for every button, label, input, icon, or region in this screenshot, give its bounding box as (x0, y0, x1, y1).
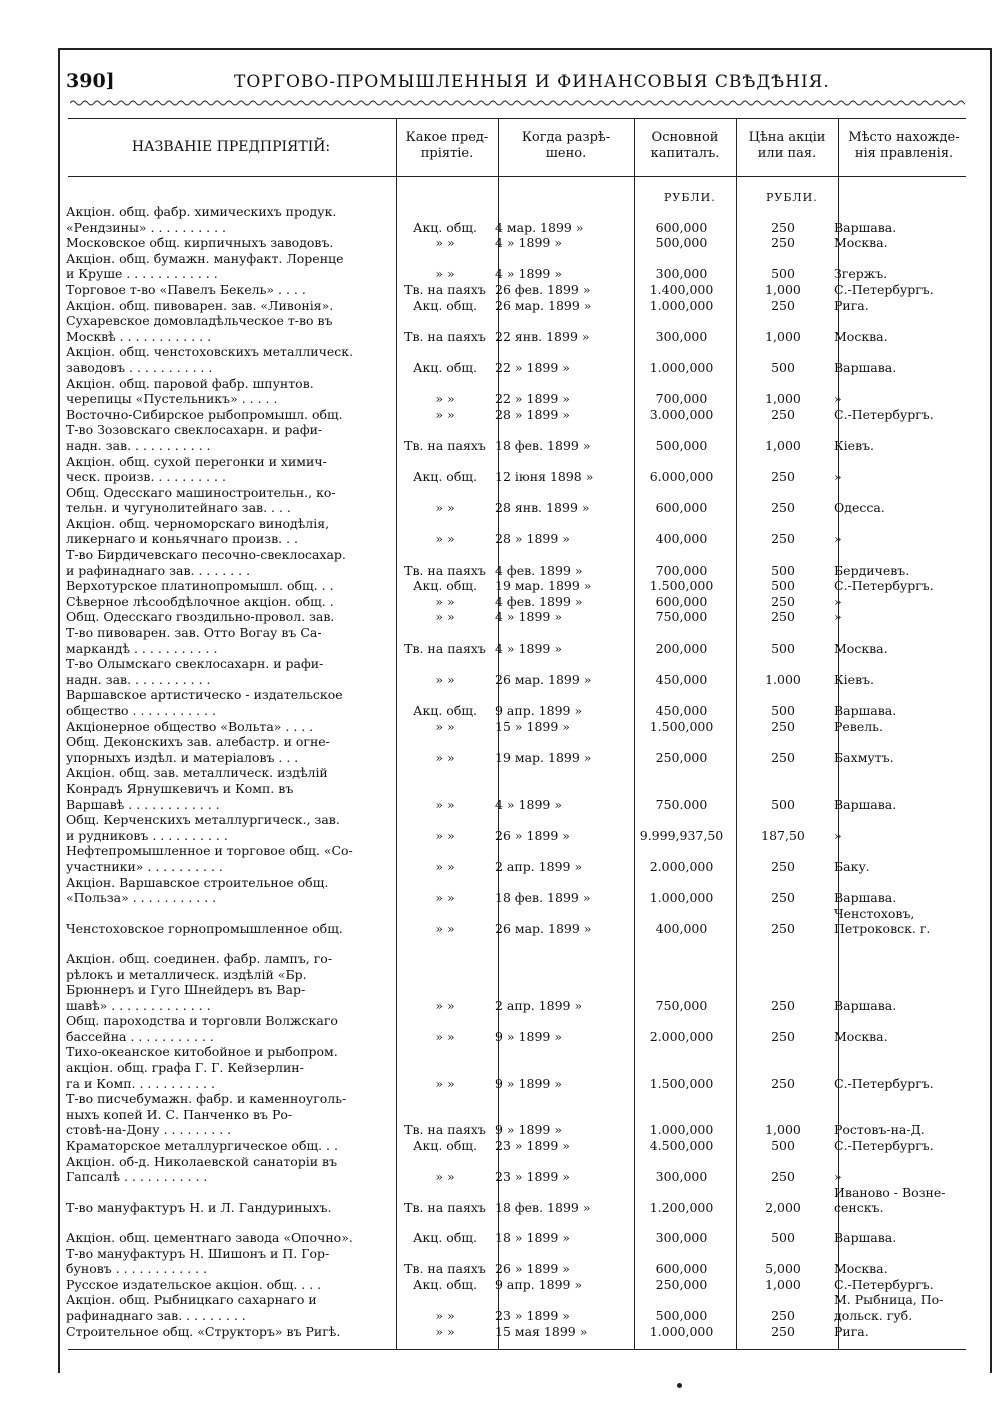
cell-name: Акціон. общ. пивоварен. зав. «Ливонія». (66, 297, 334, 313)
cell-capital: 9.999,937,50 (639, 827, 724, 843)
cell-place: Ревель. (834, 718, 883, 734)
cell-place: Москва. (834, 1028, 888, 1044)
cell-type: Акц. общ. (413, 578, 477, 594)
table-row (66, 454, 962, 485)
cell-capital: 1.500,000 (649, 1075, 714, 1091)
cell-capital: 250,000 (655, 749, 708, 765)
cell-place: С.-Петербургъ. (834, 406, 934, 422)
cell-place: Варшава. (834, 1230, 897, 1245)
cell-name: Ченстоховское горнопромышленное общ. (66, 921, 343, 937)
table-header-rule (68, 176, 966, 177)
cell-place: Иваново - Возне- сенскъ. (834, 1184, 946, 1216)
cell-date: 18 » 1899 » (495, 1230, 570, 1245)
cell-type: Акц. общ. (413, 469, 477, 485)
cell-name: Восточно-Сибирское рыбопромышл. общ. (66, 406, 343, 422)
cell-place: Одесса. (834, 500, 885, 516)
table-row (66, 251, 962, 282)
cell-date: 9 » 1899 » (495, 1075, 562, 1091)
cell-date: 4 фев. 1899 » (495, 562, 583, 578)
cell-date: 26 » 1899 » (495, 827, 570, 843)
table-row (66, 1091, 962, 1138)
cell-place: Варшава. (834, 359, 897, 375)
cell-name: Акціон. общ. Рыбницкаго сахарнаго и рафинаднаго зав. . . . . . . . . (66, 1292, 317, 1323)
cell-name: Акціон. общ. соединен. фабр. лампъ, го- рѣлокъ и металлическ. издѣлій «Бр. Брюннеръ и Гуго Шнейдеръ въ Вар- шавѣ» . . . . . . . . . . . . . (66, 950, 333, 1013)
cell-price: 250 (771, 890, 795, 906)
cell-price: 250 (771, 500, 795, 516)
table-row (66, 1246, 962, 1277)
cell-type: Акц. общ. (413, 1138, 477, 1154)
cell-price: 250 (771, 609, 795, 625)
cell-type: Тв. на паяхъ (404, 1200, 486, 1216)
cell-name: Т-во Зозовскаго свеклосахарн. и рафи- надн. зав. . . . . . . . . . . (66, 422, 323, 453)
table-row (66, 282, 962, 298)
running-head: ТОРГОВО-ПРОМЫШЛЕННЫЯ И ФИНАНСОВЫЯ СВѢДѢНІЯ. (234, 72, 830, 92)
cell-capital: 2.000,000 (649, 858, 714, 874)
table-row (66, 204, 962, 235)
cell-name: Акціон. Варшавское строительное общ. «Польза» . . . . . . . . . . . (66, 874, 329, 906)
cell-place: » (834, 609, 842, 625)
cell-type: » » (435, 531, 455, 547)
cell-capital: 450,000 (655, 671, 708, 687)
cell-date: 26 » 1899 » (495, 1261, 570, 1277)
cell-price: 250 (771, 235, 795, 251)
table-row (66, 1230, 962, 1246)
cell-date: 26 фев. 1899 » (495, 281, 591, 297)
cell-place: С.-Петербургъ. (834, 1276, 934, 1292)
cell-price: 1,000 (765, 328, 801, 344)
cell-price: 1,000 (765, 437, 801, 453)
cell-price: 500 (771, 1138, 795, 1154)
cell-place: » (834, 531, 842, 547)
cell-price: 500 (771, 1230, 795, 1245)
cell-place: Рига. (834, 297, 869, 313)
cell-date: 19 мар. 1899 » (495, 578, 592, 594)
cell-name: Акціон. общ. черноморскаго винодѣлія, ликернаго и коньячнаго произв. . . (66, 515, 330, 547)
cell-type: » » (435, 671, 455, 687)
cell-name: Общ. Одесскаго машиностроительн., ко- тельн. и чугунолитейнаго зав. . . . (66, 484, 336, 516)
column-header-price: Цѣна акціи или пая. (748, 130, 826, 161)
cell-type: » » (435, 921, 455, 937)
cell-name: Т-во писчебумажн. фабр. и каменноуголь- ныхъ копей И. С. Панченко въ Ро- стовѣ-на-Дону . . . . . . . . . (66, 1091, 347, 1138)
cell-type: Тв. на паяхъ (404, 281, 486, 297)
cell-place: Ростовъ-на-Д. (834, 1122, 925, 1138)
cell-date: 22 » 1899 » (495, 391, 570, 407)
cell-price: 250 (771, 219, 795, 235)
cell-capital: 1.000,000 (649, 1122, 714, 1138)
cell-place: » (834, 593, 842, 609)
table-row (66, 687, 962, 718)
cell-capital: 1.000,000 (649, 1323, 714, 1339)
cell-name: Тихо-океанское китобойное и рыбопром. акціон. общ. графа Г. Г. Кейзерлин- га и Комп. . . . . . . . . . . (66, 1044, 338, 1091)
cell-name: Акціон. общ. ченстоховскихъ металлическ. заводовъ . . . . . . . . . . . (66, 344, 354, 375)
cell-place: С.-Петербургъ. (834, 281, 934, 297)
table-row (66, 407, 962, 423)
cell-type: Тв. на паяхъ (404, 1261, 486, 1277)
column-header-date: Когда разрѣ- шено. (521, 130, 611, 161)
cell-price: 1,000 (765, 281, 801, 297)
table-row (66, 1277, 962, 1293)
cell-capital: 1.200,000 (649, 1200, 714, 1216)
table-row (66, 951, 962, 1013)
table-row (66, 875, 962, 906)
table-row (66, 313, 962, 344)
cell-date: 23 » 1899 » (495, 1307, 570, 1323)
cell-capital: 750.000 (655, 796, 708, 812)
cell-capital: 300,000 (655, 1169, 708, 1185)
cell-date: 9 апр. 1899 » (495, 1276, 583, 1292)
cell-type: Тв. на паяхъ (404, 328, 486, 344)
cell-place: Баку. (834, 858, 870, 874)
cell-price: 250 (771, 406, 795, 422)
cell-capital: 2.000,000 (649, 1028, 714, 1044)
cell-type: » » (435, 890, 455, 906)
cell-capital: 600,000 (655, 1261, 708, 1277)
table-row (66, 1324, 962, 1340)
cell-name: Русское издательское акціон. общ. . . . (66, 1276, 322, 1292)
cell-date: 18 фев. 1899 » (495, 1200, 591, 1216)
cell-type: » » (435, 593, 455, 609)
cell-price: 500 (771, 703, 795, 718)
cell-date: 26 мар. 1899 » (495, 921, 592, 937)
table-row (66, 609, 962, 625)
cell-date: 23 » 1899 » (495, 1138, 570, 1154)
cell-capital: 6.000,000 (649, 469, 714, 485)
cell-place: Варшава. (834, 796, 897, 812)
column-header-type: Какое пред- пріятіе. (405, 130, 489, 161)
cell-date: 2 апр. 1899 » (495, 858, 583, 874)
cell-date: 28 янв. 1899 » (495, 500, 590, 516)
cell-date: 4 » 1899 » (495, 640, 562, 656)
cell-capital: 1.000,000 (649, 297, 714, 313)
table-row (66, 376, 962, 407)
cell-capital: 1.500,000 (649, 718, 714, 734)
cell-name: Сѣверное лѣсообдѣлочное акціон. общ. . (66, 593, 334, 609)
cell-capital: 750,000 (655, 609, 708, 625)
cell-date: 23 » 1899 » (495, 1169, 570, 1185)
cell-place: Рига. (834, 1323, 869, 1339)
cell-date: 4 » 1899 » (495, 266, 562, 282)
cell-name: Т-во мануфактуръ Н. Шишонъ и П. Гор- буновъ . . . . . . . . . . . . (66, 1245, 330, 1277)
cell-name: Акціон. общ. бумажн. мануфакт. Лоренце и Круше . . . . . . . . . . . . (66, 250, 344, 282)
cell-date: 18 фев. 1899 » (495, 437, 591, 453)
column-header-name: НАЗВАНІЕ ПРЕДПРІЯТІЙ: (131, 139, 331, 155)
cell-type: » » (435, 858, 455, 874)
price-units-label: РУБЛИ. (766, 191, 818, 204)
table-row (66, 906, 962, 937)
cell-date: 4 » 1899 » (495, 235, 562, 251)
table-row (66, 516, 962, 547)
cell-type: » » (435, 266, 455, 282)
table-row (66, 765, 962, 812)
cell-price: 187,50 (761, 827, 805, 843)
cell-name: Т-во мануфактуръ Н. и Л. Гандуриныхъ. (66, 1200, 332, 1216)
cell-capital: 4.500,000 (649, 1138, 714, 1154)
cell-type: » » (435, 749, 455, 765)
cell-date: 4 » 1899 » (495, 609, 562, 625)
cell-date: 4 » 1899 » (495, 796, 562, 812)
cell-name: Краматорское металлургическое общ. . . (66, 1138, 338, 1154)
cell-capital: 1.500,000 (649, 578, 714, 594)
cell-capital: 1.000,000 (649, 890, 714, 906)
cell-place: » (834, 827, 842, 843)
cell-capital: 600,000 (655, 219, 708, 235)
cell-place: Москва. (834, 328, 888, 344)
cell-price: 250 (771, 297, 795, 313)
table-row (66, 812, 962, 843)
cell-capital: 300,000 (655, 1230, 708, 1245)
cell-name: Строительное общ. «Структоръ» въ Ригѣ. (66, 1323, 341, 1339)
cell-date: 15 мая 1899 » (495, 1323, 588, 1339)
table-row (66, 734, 962, 765)
cell-date: 28 » 1899 » (495, 406, 570, 422)
cell-type: Тв. на паяхъ (404, 437, 486, 453)
cell-place: С.-Петербургъ. (834, 1075, 934, 1091)
cell-place: Ченстоховъ, Петроковск. г. (834, 905, 931, 937)
cell-place: Варшава. (834, 997, 897, 1013)
cell-name: Т-во пивоварен. зав. Отто Вогау въ Са- маркандѣ . . . . . . . . . . . (66, 625, 322, 656)
table-row (66, 298, 962, 314)
cell-price: 250 (771, 1307, 795, 1323)
cell-place: Варшава. (834, 890, 897, 906)
cell-type: Акц. общ. (413, 703, 477, 718)
cell-name: Акціонерное общество «Вольта» . . . . (66, 718, 314, 734)
cell-date: 22 янв. 1899 » (495, 328, 590, 344)
cell-place: Москва. (834, 640, 888, 656)
table-row (66, 485, 962, 516)
cell-name: Акціон. общ. паровой фабр. шпунтов. черепицы «Пустельникъ» . . . . . (66, 375, 314, 407)
cell-price: 250 (771, 593, 795, 609)
cell-name: Т-во Бирдичевскаго песочно-свеклосахар. и рафинаднаго зав. . . . . . . . (66, 547, 346, 578)
cell-capital: 600,000 (655, 593, 708, 609)
cell-price: 1.000 (765, 671, 801, 687)
cell-price: 500 (771, 796, 795, 812)
table-row (66, 422, 962, 453)
cell-date: 9 » 1899 » (495, 1122, 562, 1138)
cell-capital: 400,000 (655, 531, 708, 547)
table-row (66, 1044, 962, 1091)
cell-type: » » (435, 391, 455, 407)
cell-place: С.-Петербургъ. (834, 578, 934, 594)
table-row (66, 656, 962, 687)
cell-capital: 450,000 (655, 703, 708, 718)
row-spacer (66, 937, 962, 951)
cell-type: » » (435, 1075, 455, 1091)
cell-capital: 500,000 (655, 235, 708, 251)
cell-price: 250 (771, 1075, 795, 1091)
column-header-place: Мѣсто нахожде- нія правленія. (848, 130, 960, 161)
cell-date: 26 мар. 1899 » (495, 671, 592, 687)
cell-date: 15 » 1899 » (495, 718, 570, 734)
cell-date: 28 » 1899 » (495, 531, 570, 547)
cell-price: 1,000 (765, 1122, 801, 1138)
cell-type: » » (435, 997, 455, 1013)
cell-price: 250 (771, 1169, 795, 1185)
table-row (66, 594, 962, 610)
cell-type: » » (435, 235, 455, 251)
cell-type: » » (435, 1169, 455, 1185)
cell-date: 19 мар. 1899 » (495, 749, 592, 765)
cell-type: » » (435, 827, 455, 843)
cell-capital: 500,000 (655, 437, 708, 453)
table-row (66, 344, 962, 375)
cell-name: Торговое т-во «Павелъ Бекель» . . . . (66, 281, 306, 297)
cell-date: 4 фев. 1899 » (495, 593, 583, 609)
table-row (66, 547, 962, 578)
cell-name: Т-во Олымскаго свеклосахарн. и рафи- надн. зав. . . . . . . . . . . (66, 656, 324, 687)
table-row (66, 578, 962, 594)
cell-place: Кіевъ. (834, 437, 875, 453)
table-row (66, 719, 962, 735)
cell-type: » » (435, 1323, 455, 1339)
cell-capital: 1.000,000 (649, 359, 714, 375)
cell-capital: 300,000 (655, 328, 708, 344)
page-number: 390] (66, 70, 115, 92)
cell-place: С.-Петербургъ. (834, 1138, 934, 1154)
cell-place: Варшава. (834, 703, 897, 718)
cell-type: » » (435, 1028, 455, 1044)
cell-price: 500 (771, 562, 795, 578)
printer-mark (677, 1383, 682, 1388)
table-row (66, 1154, 962, 1185)
cell-place: Згержъ. (834, 266, 888, 282)
cell-price: 5,000 (765, 1261, 801, 1277)
cell-capital: 3.000,000 (649, 406, 714, 422)
cell-capital: 200,000 (655, 640, 708, 656)
cell-type: Тв. на паяхъ (404, 1122, 486, 1138)
cell-name: Акціон. общ. сухой перегонки и химич- ческ. произв. . . . . . . . . . (66, 453, 327, 485)
cell-price: 500 (771, 640, 795, 656)
cell-type: Тв. на паяхъ (404, 640, 486, 656)
table-row (66, 1013, 962, 1044)
cell-price: 250 (771, 749, 795, 765)
row-spacer (66, 1216, 962, 1230)
cell-price: 250 (771, 921, 795, 937)
cell-place: » (834, 469, 842, 485)
cell-type: » » (435, 1307, 455, 1323)
cell-capital: 600,000 (655, 500, 708, 516)
cell-name: Общ. Деконскихъ зав. алебастр. и огне- упорныхъ издѣл. и матеріаловъ . . . (66, 734, 330, 765)
cell-place: Бердичевъ. (834, 562, 910, 578)
cell-price: 250 (771, 858, 795, 874)
cell-date: 18 фев. 1899 » (495, 890, 591, 906)
table-row (66, 235, 962, 251)
cell-date: 9 апр. 1899 » (495, 703, 583, 718)
cell-price: 1,000 (765, 1276, 801, 1292)
cell-capital: 250,000 (655, 1276, 708, 1292)
table-top-rule (68, 118, 966, 119)
table-bottom-rule (68, 1349, 966, 1350)
cell-type: » » (435, 718, 455, 734)
table-row (66, 1292, 962, 1323)
column-header-capital: Основной капиталъ. (650, 130, 720, 161)
cell-type: Акц. общ. (413, 219, 477, 235)
cell-date: 22 » 1899 » (495, 359, 570, 375)
cell-price: 2,000 (765, 1200, 801, 1216)
cell-place: Варшава. (834, 219, 897, 235)
cell-name: Общ. Керченскихъ металлургическ., зав. и рудниковъ . . . . . . . . . . (66, 812, 340, 843)
cell-capital: 700,000 (655, 391, 708, 407)
cell-place: Москва. (834, 235, 888, 251)
cell-place: Кіевъ. (834, 671, 875, 687)
cell-price: 250 (771, 718, 795, 734)
cell-type: Акц. общ. (413, 1230, 477, 1245)
cell-type: » » (435, 609, 455, 625)
cell-name: Акціон. общ. фабр. химическихъ продук. «Рендзины» . . . . . . . . . . (66, 204, 337, 235)
cell-place: Москва. (834, 1261, 888, 1277)
cell-price: 250 (771, 1323, 795, 1339)
cell-name: Нефтепромышленное и торговое общ. «Со- участники» . . . . . . . . . . (66, 843, 353, 874)
cell-price: 250 (771, 997, 795, 1013)
cell-name: Сухаревское домовладѣльческое т-во въ Москвѣ . . . . . . . . . . . . (66, 313, 333, 344)
page-header (66, 68, 966, 98)
cell-price: 500 (771, 359, 795, 375)
table-row (66, 1185, 962, 1216)
cell-type: Акц. общ. (413, 1276, 477, 1292)
cell-name: Верхотурское платинопромышл. общ. . . (66, 578, 334, 594)
cell-capital: 700,000 (655, 562, 708, 578)
table-row (66, 625, 962, 656)
cell-name: Акціон. общ. цементнаго завода «Опочно». (66, 1230, 353, 1245)
cell-type: Акц. общ. (413, 359, 477, 375)
cell-price: 1,000 (765, 391, 801, 407)
cell-type: Тв. на паяхъ (404, 562, 486, 578)
cell-price: 500 (771, 578, 795, 594)
cell-place: М. Рыбница, По- дольск. губ. (834, 1292, 944, 1323)
capital-units-label: РУБЛИ. (664, 191, 716, 204)
cell-date: 4 мар. 1899 » (495, 219, 584, 235)
cell-capital: 750,000 (655, 997, 708, 1013)
cell-name: Варшавское артистическо - издательское общество . . . . . . . . . . . (66, 687, 343, 718)
cell-price: 500 (771, 266, 795, 282)
cell-type: » » (435, 406, 455, 422)
cell-capital: 300,000 (655, 266, 708, 282)
cell-type: » » (435, 500, 455, 516)
enterprises-table (66, 204, 962, 1339)
cell-date: 9 » 1899 » (495, 1028, 562, 1044)
cell-date: 26 мар. 1899 » (495, 297, 592, 313)
cell-place: Бахмутъ. (834, 749, 894, 765)
table-row (66, 1138, 962, 1154)
cell-name: Акціон. об-д. Николаевской санаторіи въ Гапсалѣ . . . . . . . . . . . (66, 1153, 338, 1185)
cell-date: 2 апр. 1899 » (495, 997, 583, 1013)
cell-name: Общ. Одесскаго гвоздильно-провол. зав. (66, 609, 335, 625)
cell-name: Московское общ. кирпичныхъ заводовъ. (66, 235, 334, 251)
cell-place: » (834, 1169, 842, 1185)
cell-name: Акціон. общ. зав. металлическ. издѣлій Конрадъ Ярнушкевичъ и Комп. въ Варшавѣ . . . . . . . . . . . . (66, 765, 328, 812)
cell-place: » (834, 391, 842, 407)
cell-date: 12 іюня 1898 » (495, 469, 594, 485)
cell-price: 250 (771, 469, 795, 485)
cell-price: 250 (771, 531, 795, 547)
table-row (66, 843, 962, 874)
cell-name: Общ. пароходства и торговли Волжскаго бассейна . . . . . . . . . . . (66, 1013, 338, 1044)
cell-capital: 500,000 (655, 1307, 708, 1323)
decorative-wave-rule (70, 98, 965, 108)
cell-capital: 1.400,000 (649, 281, 714, 297)
cell-price: 250 (771, 1028, 795, 1044)
cell-type: » » (435, 796, 455, 812)
cell-type: Акц. общ. (413, 297, 477, 313)
cell-capital: 400,000 (655, 921, 708, 937)
